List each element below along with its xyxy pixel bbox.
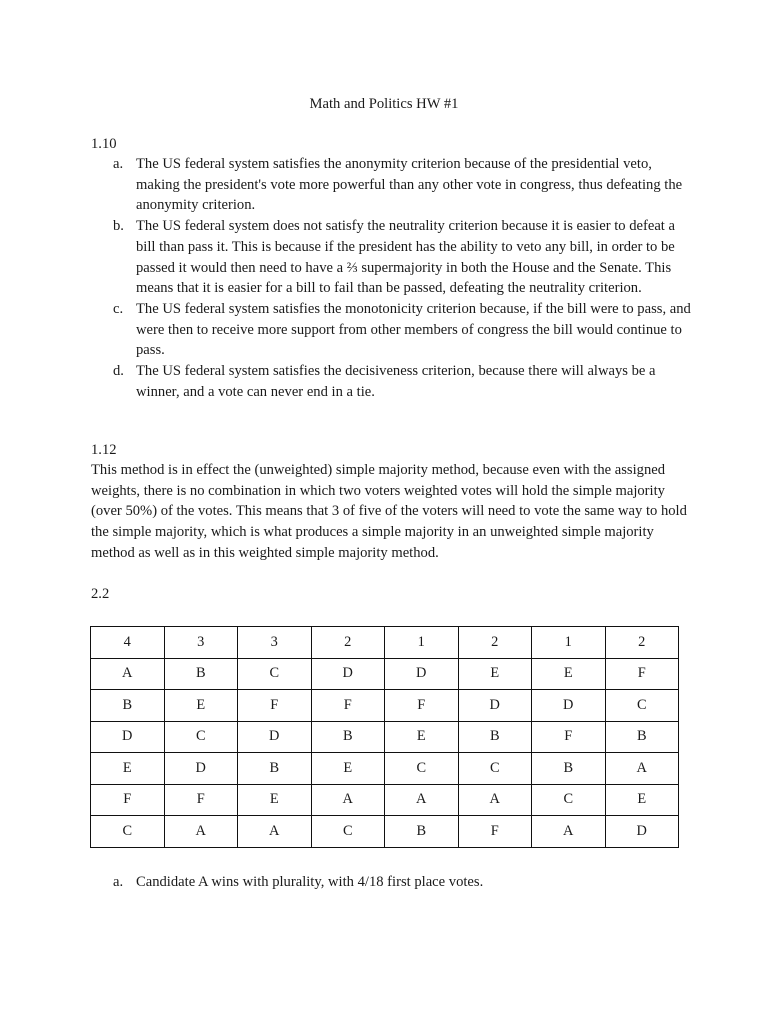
table-cell: B: [385, 816, 459, 848]
list-item-text: The US federal system satisfies the monotonicity criterion because, if the bill were to pass, and were then to receive more support from other members of congress the bill would continue to pass.: [136, 300, 691, 359]
table-cell: E: [91, 753, 165, 785]
table-cell: E: [164, 690, 238, 722]
section-number-1-10: 1.10: [91, 136, 117, 152]
list-marker: d.: [113, 363, 124, 380]
table-row: [91, 658, 679, 690]
table-cell: A: [238, 816, 312, 848]
table-cell: D: [458, 690, 532, 722]
table-cell: C: [164, 721, 238, 753]
table-cell: B: [458, 721, 532, 753]
table-cell: C: [458, 753, 532, 785]
table-cell: F: [238, 690, 312, 722]
table-cell: B: [532, 753, 606, 785]
voter-count-cell: 3: [238, 627, 312, 659]
table-cell: A: [311, 784, 385, 816]
table-cell: B: [91, 690, 165, 722]
table-cell: F: [91, 784, 165, 816]
list-item: [91, 299, 691, 361]
table-cell: A: [385, 784, 459, 816]
table-cell: C: [605, 690, 679, 722]
document-title: Math and Politics HW #1: [309, 96, 459, 112]
list-marker: b.: [113, 218, 124, 235]
table-cell: B: [311, 721, 385, 753]
table-cell: F: [311, 690, 385, 722]
table-cell: D: [311, 658, 385, 690]
table-cell: D: [385, 658, 459, 690]
list-item: [91, 872, 691, 893]
table-cell: C: [311, 816, 385, 848]
table-row: [91, 816, 679, 848]
table-cell: D: [91, 721, 165, 753]
table-cell: E: [238, 784, 312, 816]
list-item-text: The US federal system satisfies the decisiveness criterion, because there will always be a winner, and a vote can never end in a tie.: [136, 363, 656, 400]
list-item: [91, 361, 691, 402]
table-cell: A: [532, 816, 606, 848]
list-marker: a.: [113, 156, 124, 172]
table-cell: E: [385, 721, 459, 753]
table-cell: E: [532, 658, 606, 690]
table-cell: B: [164, 658, 238, 690]
table-cell: F: [385, 690, 459, 722]
table-cell: C: [238, 658, 312, 690]
table-cell: C: [532, 784, 606, 816]
table-cell: C: [385, 753, 459, 785]
table-cell: A: [91, 658, 165, 690]
table-cell: E: [605, 784, 679, 816]
voter-count-cell: 3: [164, 627, 238, 659]
list-item-text: The US federal system satisfies the anonymity criterion because of the presidential veto, making the president's vote more powerful than any other vote in congress, thus defeating the anonymity criterion.: [136, 156, 683, 214]
table-row: [91, 690, 679, 722]
table-cell: F: [458, 816, 532, 848]
voter-count-cell: 4: [91, 627, 165, 659]
preference-schedule-table: [90, 626, 679, 848]
list-item-text: Candidate A wins with plurality, with 4/18 first place votes.: [136, 874, 484, 890]
table-row: [91, 721, 679, 753]
table-cell: D: [164, 753, 238, 785]
voter-count-cell: 1: [385, 627, 459, 659]
table-row: [91, 753, 679, 785]
list-item: [91, 154, 691, 216]
table-row: [91, 784, 679, 816]
table-cell: B: [238, 753, 312, 785]
table-cell: A: [458, 784, 532, 816]
section-1-12-paragraph: This method is in effect the (unweighted) simple majority method, because even with the assigned weights, there is no combination in which two voters weighted votes will hold the simple majority (over 50%) of the votes. This means that 3 of five of the voters will need to vote the same way to hold the simple majority, which is what produces a simple majority in an unweighted simple majority method as well as in this weighted simple majority method.: [91, 462, 687, 561]
table-cell: A: [605, 753, 679, 785]
table-cell: E: [458, 658, 532, 690]
table-cell: A: [164, 816, 238, 848]
section-2-2-answer: [91, 872, 691, 893]
voter-count-cell: 1: [532, 627, 606, 659]
table-cell: D: [605, 816, 679, 848]
list-item: [91, 216, 691, 299]
table-cell: B: [605, 721, 679, 753]
list-item-text: The US federal system does not satisfy the neutrality criterion because it is easier to defeat a bill than pass it. This is because if the president has the ability to veto any bill, in order to be passed it would then need to have a ⅔ supermajority in both the House and the Senate. This means that it is easier for a bill to fail than be passed, defeating the neutrality criterion.: [136, 218, 675, 297]
voter-count-cell: 2: [605, 627, 679, 659]
table-cell: D: [532, 690, 606, 722]
voter-count-cell: 2: [458, 627, 532, 659]
section-number-1-12: 1.12: [91, 442, 117, 458]
table-cell: E: [311, 753, 385, 785]
table-cell: C: [91, 816, 165, 848]
table-cell: D: [238, 721, 312, 753]
table-cell: F: [164, 784, 238, 816]
voter-count-cell: 2: [311, 627, 385, 659]
table-cell: F: [532, 721, 606, 753]
table-header-row: [91, 627, 679, 659]
table-cell: F: [605, 658, 679, 690]
list-marker: a.: [113, 874, 124, 890]
section-1-10-list: [91, 154, 691, 402]
section-number-2-2: 2.2: [91, 586, 110, 602]
list-marker: c.: [113, 300, 124, 317]
